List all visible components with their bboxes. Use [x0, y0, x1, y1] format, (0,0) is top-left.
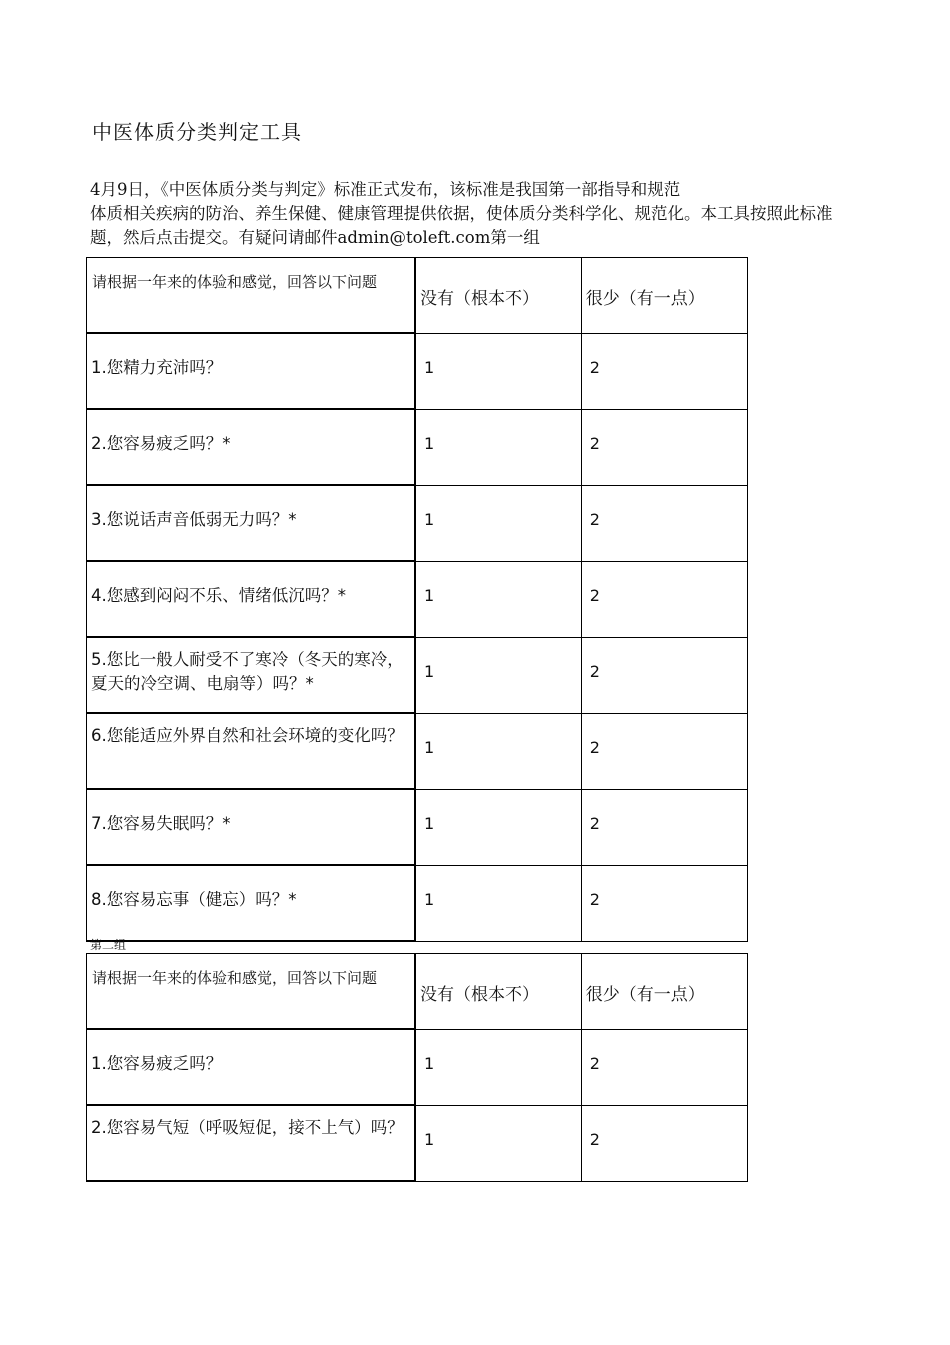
answer-option-1[interactable]: [415, 485, 581, 561]
table-row: [87, 561, 748, 637]
group2-header-option-none: 没有（根本不）: [415, 954, 581, 1030]
question-text: 5.您比一般人耐受不了寒冷（冬天的寒冷，夏天的冷空调、电扇等）吗？*: [91, 650, 404, 693]
answer-option-2[interactable]: [581, 409, 747, 485]
table-row: [87, 409, 748, 485]
group2-questionnaire-table: [86, 953, 748, 1182]
answer-option-1[interactable]: [415, 1029, 581, 1105]
score-value: 2: [589, 433, 600, 453]
answer-option-1[interactable]: [415, 865, 581, 941]
score-value: 1: [423, 813, 435, 833]
table-row: [87, 1029, 748, 1105]
intro-paragraph: [90, 178, 833, 250]
answer-option-2[interactable]: [581, 713, 747, 789]
score-value: 1: [423, 1053, 435, 1073]
score-value: 2: [589, 813, 600, 833]
answer-option-2[interactable]: [581, 485, 747, 561]
question-text: 3.您说话声音低弱无力吗？*: [91, 510, 297, 529]
score-value: 2: [589, 585, 600, 605]
group1-questionnaire-table: [86, 257, 748, 942]
group2-header-option-little: 很少（有一点）: [581, 954, 747, 1030]
score-value: 2: [589, 509, 600, 529]
table-row: [87, 637, 748, 713]
table-row: [87, 333, 748, 409]
intro-line-1: 4月9日，《中医体质分类与判定》标准正式发布，该标准是我国第一部指导和规范: [90, 180, 681, 199]
answer-option-1[interactable]: [415, 637, 581, 713]
group2-label: 第二组: [90, 938, 127, 952]
answer-option-2[interactable]: [581, 1029, 747, 1105]
score-value: 1: [423, 585, 435, 605]
group2-header-row: [87, 954, 748, 1030]
score-value: 1: [423, 737, 435, 757]
answer-option-2[interactable]: [581, 637, 747, 713]
answer-option-2[interactable]: [581, 789, 747, 865]
score-value: 2: [589, 1129, 600, 1149]
group1-header-question: 请根据一年来的体验和感觉，回答以下问题: [87, 258, 415, 334]
table-row: [87, 1105, 748, 1181]
intro-line-2: 体质相关疾病的防治、养生保健、健康管理提供依据，使体质分类科学化、规范化。本工具按照此标准: [90, 204, 833, 223]
question-text: 2.您容易气短（呼吸短促，接不上气）吗？: [91, 1118, 404, 1137]
score-value: 1: [423, 889, 435, 909]
intro-line-3: 题，然后点击提交。有疑问请邮件admin@toleft.com第一组: [90, 228, 540, 247]
score-value: 1: [423, 1129, 435, 1149]
answer-option-1[interactable]: [415, 1105, 581, 1181]
table-row: [87, 865, 748, 941]
score-value: 2: [589, 737, 600, 757]
score-value: 2: [589, 1053, 600, 1073]
question-text: 1.您容易疲乏吗？: [91, 1054, 223, 1073]
question-text: 7.您容易失眠吗？*: [91, 814, 231, 833]
group1-header-option-little: 很少（有一点）: [581, 258, 747, 334]
score-value: 1: [423, 661, 435, 681]
score-value: 2: [589, 889, 600, 909]
table-row: [87, 713, 748, 789]
answer-option-1[interactable]: [415, 409, 581, 485]
answer-option-1[interactable]: [415, 561, 581, 637]
table-row: [87, 485, 748, 561]
group1-header-row: [87, 258, 748, 334]
group1-header-option-none: 没有（根本不）: [415, 258, 581, 334]
answer-option-1[interactable]: [415, 713, 581, 789]
question-text: 2.您容易疲乏吗？*: [91, 434, 231, 453]
table-row: [87, 789, 748, 865]
answer-option-2[interactable]: [581, 865, 747, 941]
answer-option-1[interactable]: [415, 789, 581, 865]
answer-option-2[interactable]: [581, 1105, 747, 1181]
group2-header-question: 请根据一年来的体验和感觉，回答以下问题: [87, 954, 415, 1030]
answer-option-1[interactable]: [415, 333, 581, 409]
answer-option-2[interactable]: [581, 561, 747, 637]
score-value: 1: [423, 433, 435, 453]
question-text: 1.您精力充沛吗？: [91, 358, 223, 377]
question-text: 6.您能适应外界自然和社会环境的变化吗？: [91, 726, 404, 745]
question-text: 4.您感到闷闷不乐、情绪低沉吗？*: [91, 586, 346, 605]
score-value: 1: [423, 357, 435, 377]
page-title: 中医体质分类判定工具: [92, 120, 302, 144]
question-text: 8.您容易忘事（健忘）吗？*: [91, 890, 297, 909]
answer-option-2[interactable]: [581, 333, 747, 409]
score-value: 1: [423, 509, 435, 529]
score-value: 2: [589, 661, 600, 681]
score-value: 2: [589, 357, 600, 377]
